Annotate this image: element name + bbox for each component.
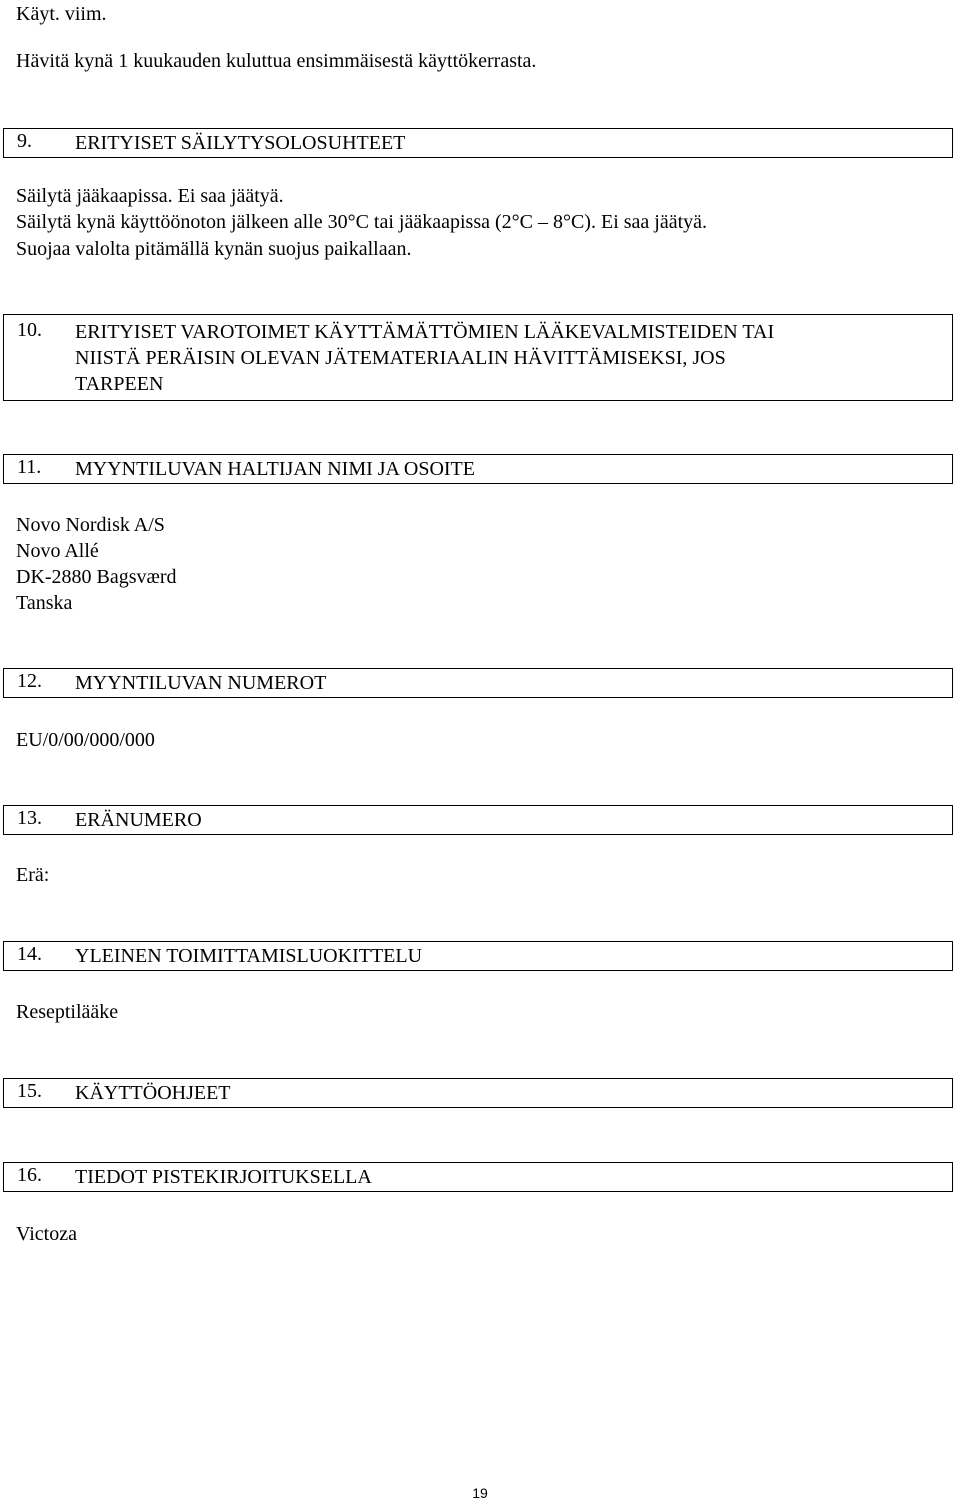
expiry-label: Käyt. viim. [16,3,107,25]
section-number: 14. [17,943,42,965]
section-number: 16. [17,1164,42,1186]
holder-street: Novo Allé [16,540,99,562]
section-title: TIEDOT PISTEKIRJOITUKSELLA [75,1166,372,1188]
disposal-note: Hävitä kynä 1 kuukauden kuluttua ensimmäisestä käyttökerrasta. [16,50,537,72]
section-15-header [3,1078,953,1108]
section-number: 13. [17,807,42,829]
holder-city: DK-2880 Bagsværd [16,566,177,588]
section-title-line: NIISTÄ PERÄISIN OLEVAN JÄTEMATERIAALIN HÄVITTÄMISEKSI, JOS [75,347,726,369]
section-title: MYYNTILUVAN NUMEROT [75,672,327,694]
braille-text: Victoza [16,1223,77,1245]
section-number: 15. [17,1080,42,1102]
section-10-header [3,314,953,401]
holder-name: Novo Nordisk A/S [16,514,165,536]
section-title [75,315,942,397]
section-number: 9. [17,130,32,152]
batch-label: Erä: [16,864,50,886]
section-number: 11. [17,456,42,478]
section-11-header [3,454,953,484]
page-number: 19 [472,1485,488,1501]
section-title: ERITYISET SÄILYTYSOLOSUHTEET [75,132,406,154]
section-title: KÄYTTÖOHJEET [75,1082,231,1104]
storage-line-3: Suojaa valolta pitämällä kynän suojus paikallaan. [16,238,412,260]
section-title: ERÄNUMERO [75,809,202,831]
section-14-header [3,941,953,971]
section-title: YLEINEN TOIMITTAMISLUOKITTELU [75,945,423,967]
section-9-header [3,128,953,158]
storage-line-1: Säilytä jääkaapissa. Ei saa jäätyä. [16,185,284,207]
classification-value: Reseptilääke [16,1001,119,1023]
section-title-line: ERITYISET VAROTOIMET KÄYTTÄMÄTTÖMIEN LÄÄKEVALMISTEIDEN TAI [75,321,775,343]
section-16-header [3,1162,953,1192]
authorisation-number: EU/0/00/000/000 [16,729,155,751]
section-title-line: TARPEEN [75,373,164,395]
section-number: 12. [17,670,42,692]
section-number: 10. [17,319,42,341]
section-12-header [3,668,953,698]
holder-country: Tanska [16,592,73,614]
section-title: MYYNTILUVAN HALTIJAN NIMI JA OSOITE [75,458,475,480]
section-13-header [3,805,953,835]
storage-line-2: Säilytä kynä käyttöönoton jälkeen alle 30°C tai jääkaapissa (2°C – 8°C). Ei saa jäätyä. [16,211,708,233]
